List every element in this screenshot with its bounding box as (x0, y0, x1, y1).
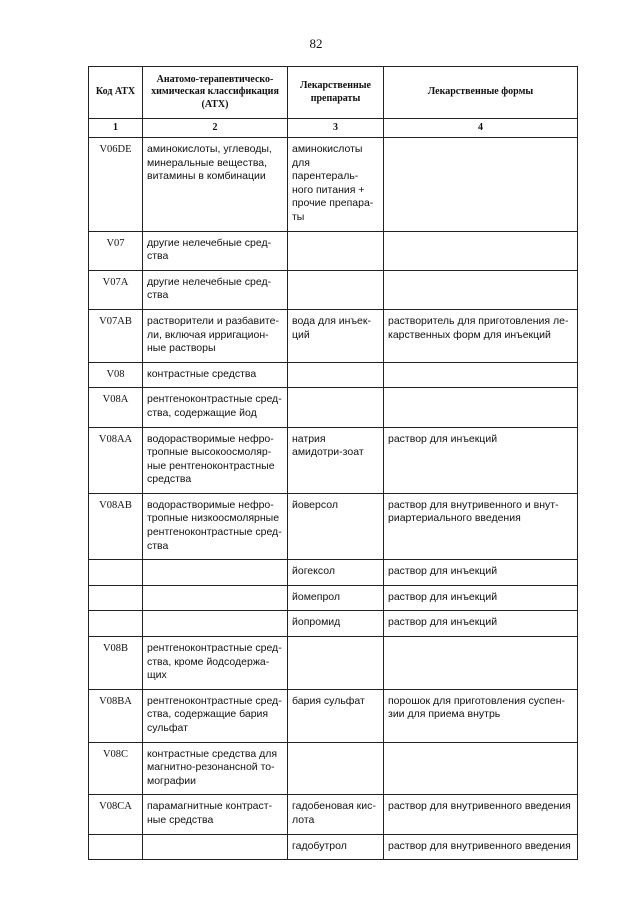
row-drug: гадобеновая кис-лота (288, 795, 384, 834)
row-form (384, 138, 578, 232)
row-drug: йомепрол (288, 585, 384, 611)
row-form (384, 742, 578, 795)
row-drug: бария сульфат (288, 689, 384, 742)
row-drug: йопромид (288, 611, 384, 637)
row-classification: контрастные средства для магнитно-резонансной то-мографии (143, 742, 288, 795)
row-code (89, 834, 143, 860)
row-form (384, 231, 578, 270)
row-classification: другие нелечебные сред-ства (143, 231, 288, 270)
row-classification (143, 834, 288, 860)
row-code (89, 585, 143, 611)
row-drug (288, 231, 384, 270)
row-code: V08BA (89, 689, 143, 742)
column-number: 1 (89, 119, 143, 138)
table-row (89, 560, 578, 586)
header-classification: Анатомо-терапевтическо-химическая классификация (АТХ) (143, 67, 288, 119)
row-form (384, 270, 578, 309)
row-code: V08A (89, 388, 143, 427)
row-drug (288, 388, 384, 427)
row-drug: аминокислоты для парентераль-ного питания + прочие препара-ты (288, 138, 384, 232)
row-classification (143, 611, 288, 637)
row-form: раствор для внутривенного и внут-риартериального введения (384, 493, 578, 559)
row-code: V08B (89, 637, 143, 690)
table-row (89, 270, 578, 309)
row-classification: аминокислоты, углеводы, минеральные вещества, витамины в комбинации (143, 138, 288, 232)
row-code: V08CA (89, 795, 143, 834)
row-code: V08AB (89, 493, 143, 559)
row-code: V07 (89, 231, 143, 270)
row-form (384, 637, 578, 690)
table-row (89, 388, 578, 427)
row-drug: йоверсол (288, 493, 384, 559)
row-code: V08AA (89, 427, 143, 493)
column-number: 4 (384, 119, 578, 138)
row-drug (288, 637, 384, 690)
row-classification: водорастворимые нефро-тропные высокоосмоляр-ные рентгеноконтрастные средства (143, 427, 288, 493)
row-drug: гадобутрол (288, 834, 384, 860)
row-form: раствор для инъекций (384, 560, 578, 586)
table-row (89, 742, 578, 795)
column-number: 3 (288, 119, 384, 138)
row-classification: растворители и разбавите-ли, включая ирригацион-ные растворы (143, 309, 288, 362)
row-drug (288, 270, 384, 309)
row-classification: рентгеноконтрастные сред-ства, содержащие йод (143, 388, 288, 427)
row-classification: рентгеноконтрастные сред-ства, кроме йодсодержа-щих (143, 637, 288, 690)
row-form: порошок для приготовления суспен-зии для приема внутрь (384, 689, 578, 742)
row-classification (143, 585, 288, 611)
table-row (89, 309, 578, 362)
table-row (89, 231, 578, 270)
header-code: Код АТХ (89, 67, 143, 119)
table-row (89, 834, 578, 860)
row-drug: вода для инъек-ций (288, 309, 384, 362)
row-form: раствор для внутривенного введения (384, 834, 578, 860)
row-code: V06DE (89, 138, 143, 232)
row-code: V07AB (89, 309, 143, 362)
row-form: раствор для инъекций (384, 611, 578, 637)
table-row (89, 138, 578, 232)
row-code (89, 611, 143, 637)
row-form (384, 388, 578, 427)
row-form: раствор для инъекций (384, 585, 578, 611)
table-row (89, 427, 578, 493)
row-form: раствор для инъекций (384, 427, 578, 493)
row-code: V08C (89, 742, 143, 795)
table-row (89, 493, 578, 559)
row-drug: натрия амидотри-зоат (288, 427, 384, 493)
column-number: 2 (143, 119, 288, 138)
atx-table (88, 66, 578, 860)
row-classification: контрастные средства (143, 362, 288, 388)
row-form: раствор для внутривенного введения (384, 795, 578, 834)
header-drugs: Лекарственные препараты (288, 67, 384, 119)
table-row (89, 585, 578, 611)
column-number-row (89, 119, 578, 138)
row-classification (143, 560, 288, 586)
row-code: V07A (89, 270, 143, 309)
row-code: V08 (89, 362, 143, 388)
row-code (89, 560, 143, 586)
page-number: 82 (309, 36, 323, 51)
table-row (89, 795, 578, 834)
row-form: растворитель для приготовления ле-карственных форм для инъекций (384, 309, 578, 362)
row-classification: другие нелечебные сред-ства (143, 270, 288, 309)
row-form (384, 362, 578, 388)
header-row (89, 67, 578, 119)
header-forms: Лекарственные формы (384, 67, 578, 119)
row-drug (288, 362, 384, 388)
table-row (89, 689, 578, 742)
table-row (89, 611, 578, 637)
row-classification: рентгеноконтрастные сред-ства, содержащие бария сульфат (143, 689, 288, 742)
row-classification: водорастворимые нефро-тропные низкоосмолярные рентгеноконтрастные сред-ства (143, 493, 288, 559)
row-classification: парамагнитные контраст-ные средства (143, 795, 288, 834)
row-drug (288, 742, 384, 795)
table-row (89, 637, 578, 690)
row-drug: йогексол (288, 560, 384, 586)
table-row (89, 362, 578, 388)
